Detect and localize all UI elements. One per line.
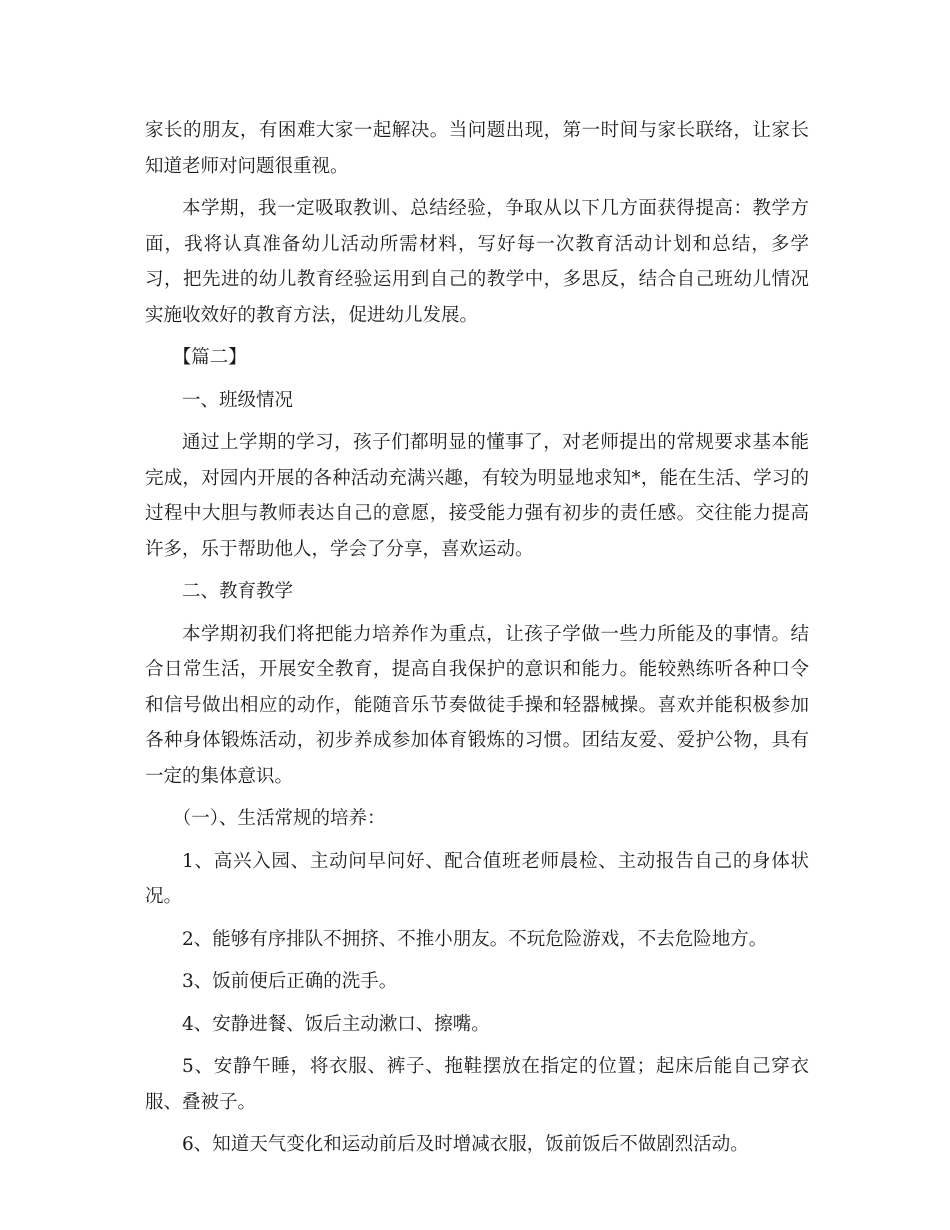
list-item-routine-3: 3、饭前便后正确的洗手。	[182, 971, 398, 992]
document-body	[145, 113, 809, 1170]
heading-class-situation: 一、班级情况	[182, 389, 294, 411]
list-item-routine-1: 1、高兴入园、主动问早问好、配合值班老师晨检、主动报告自己的身体状况。	[145, 850, 809, 907]
list-item-routine-4: 4、安静进餐、饭后主动漱口、擦嘴。	[182, 1013, 490, 1035]
paragraph-parent-communication: 家长的朋友，有困难大家一起解决。当问题出现，第一时间与家长联络，让家长知道老师对问题很重视。	[145, 120, 809, 177]
list-item-routine-6: 6、知道天气变化和运动前后及时增减衣服，饭前饭后不做剧烈活动。	[182, 1134, 749, 1155]
list-item-routine-2: 2、能够有序排队不拥挤、不推小朋友。不玩危险游戏，不去危险地方。	[182, 928, 768, 950]
heading-education-teaching: 二、教育教学	[182, 581, 294, 602]
list-item-routine-5: 5、安静午睡，将衣服、裤子、拖鞋摆放在指定的位置；起床后能自己穿衣服、叠被子。	[145, 1056, 809, 1113]
heading-daily-routine: （一）、生活常规的培养：	[172, 808, 386, 829]
paragraph-class-situation: 通过上学期的学习，孩子们都明显的懂事了，对老师提出的常规要求基本能完成，对园内开展的各种活动充满兴趣，有较为明显地求知*，能在生活、学习的过程中大胆与教师表达自己的意愿，接受能力强有初步的责任感。交往能力提高许多，乐于帮助他人，学会了分享，喜欢运动。	[145, 432, 809, 560]
paragraph-semester-plan: 本学期，我一定吸取教训、总结经验，争取从以下几方面获得提高：教学方面，我将认真准备幼儿活动所需材料，写好每一次教育活动计划和总结，多学习，把先进的幼儿教育经验运用到自己的教学中，多思反，结合自己班幼儿情况实施收效好的教育方法，促进幼儿发展。	[145, 198, 809, 326]
section-heading-part-two: 【篇二】	[172, 347, 247, 368]
paragraph-education-teaching: 本学期初我们将把能力培养作为重点，让孩子学做一些力所能及的事情。结合日常生活，开展安全教育，提高自我保护的意识和能力。能较熟练听各种口令和信号做出相应的动作，能随音乐节奏做徒手操和轻器械操。喜欢并能积极参加各种身体锻炼活动，初步养成参加体育锻炼的习惯。团结友爱、爱护公物，具有一定的集体意识。	[145, 623, 809, 787]
